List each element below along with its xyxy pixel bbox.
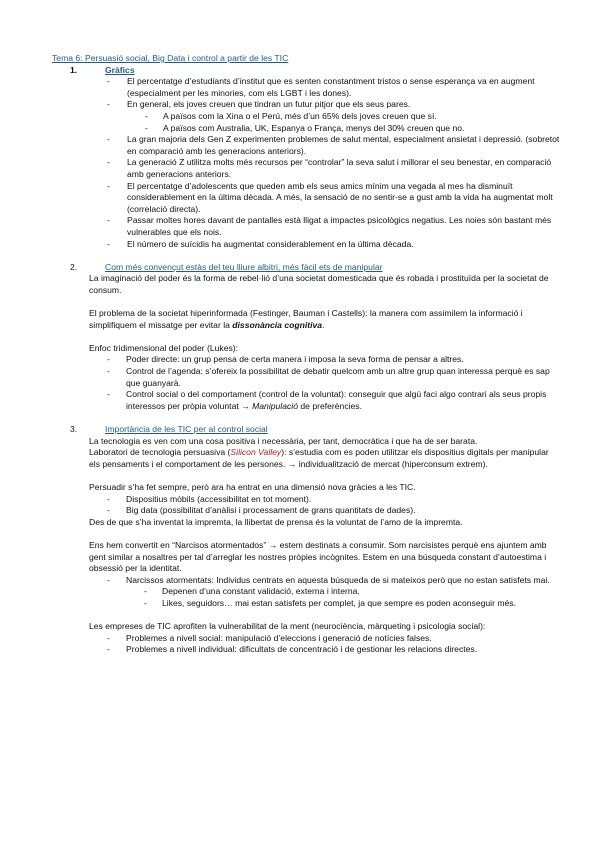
spacer bbox=[52, 412, 560, 424]
list-item-nested bbox=[89, 586, 560, 609]
section-title[interactable]: Importància de les TIC per al control social bbox=[105, 424, 268, 434]
list-item: - A països com Australia, UK, Espanya o França, menys del 30% creuen que no. bbox=[127, 123, 560, 135]
list-item: - El número de suïcidis ha augmentat considerablement en la última dècada. bbox=[52, 239, 560, 251]
list-item: - Big data (possibilitat d’anàlisi i processament de grans quantitats de dades). bbox=[89, 505, 560, 517]
spacer bbox=[89, 610, 560, 622]
highlight-text: Silicon Valley bbox=[230, 447, 282, 458]
list-item: - Likes, seguidors… mai estan satisfets per complet, ja que sempre es poden aconseguir més. bbox=[126, 598, 560, 610]
spacer bbox=[52, 250, 560, 262]
list-item: - Poder directe: un grup pensa de certa manera i imposa la seva forma de pensar a altres. bbox=[89, 354, 560, 366]
emphasis-text: Manipulació bbox=[252, 400, 298, 411]
list-item: - La gran majoria dels Gen Z experimenten problemes de salut mental, especialment ansietat i depressió. (sobretot en comparació amb les generacions anteriors). bbox=[52, 134, 560, 157]
paragraph: Des de que s’ha inventat la impremta, la llibertat de prensa és la voluntat de l’amo de la impremta. bbox=[89, 516, 463, 527]
bullet-list bbox=[52, 76, 560, 250]
section-ict-importance bbox=[52, 424, 560, 656]
doc-title[interactable] bbox=[52, 53, 560, 65]
list-item: - Control de l’agenda: s’ofereix la possibilitat de debatir quelcom amb un altre grup quan interessa perquè es sap que guanyarà. bbox=[89, 366, 560, 389]
bullet-list bbox=[89, 494, 560, 517]
text: de preferències. bbox=[297, 400, 362, 411]
spacer bbox=[89, 331, 560, 343]
paragraph: Persuadir s’ha fet sempre, però ara ha entrat en una dimensió nova gràcies a les TIC. bbox=[89, 481, 416, 492]
list-item: - En general, els joves creuen que tindran un futur pitjor que els seus pares. bbox=[52, 99, 560, 111]
spacer bbox=[89, 470, 560, 482]
section-heading bbox=[52, 424, 560, 436]
paragraph: Enfoc tridimensional del poder (Lukes): bbox=[89, 342, 239, 353]
section-title[interactable]: Gràfics bbox=[105, 64, 135, 75]
paragraph: La tecnologia es ven com una cosa positiva i necessària, per tant, democràtica i que ha de ser barata. bbox=[89, 435, 478, 446]
list-item: - Problemes a nivell individual: dificultats de concentració i de gestionar les relacions directes. bbox=[89, 644, 560, 656]
list-item: - El percentatge d’estudiants d’institut que es senten constantment tristos o sense esperança va en augment (especialment per les minories, com els LGBT i les dones). bbox=[52, 76, 560, 99]
text: Control social o del comportament (control de la voluntat): conseguir que algú faci algo contrari als seus propis interessos per pròpia voluntat → bbox=[126, 389, 547, 411]
list-item bbox=[89, 389, 560, 412]
list-item-nested bbox=[52, 111, 560, 134]
text: . bbox=[322, 319, 325, 330]
list-item: - Problemes a nivell social: manipulació d’eleccions i generació de notícies falses. bbox=[89, 633, 560, 645]
paragraph bbox=[89, 308, 560, 331]
section-number: 2. bbox=[70, 261, 78, 272]
section-graphics bbox=[52, 65, 560, 251]
paragraph: Les empreses de TIC aprofiten la vulnerabilitat de la ment (neurociència, màrqueting i psicologia social): bbox=[89, 621, 486, 632]
spacer bbox=[89, 528, 560, 540]
text: ): s’estudia com es poden utilitzar els dispositius digitals per manipular els pensaments i el comportament de les persones. → individualització de mercat (hiperconsum extrem). bbox=[89, 447, 549, 469]
list-item: - El percentatge d’adolescents que queden amb els seus amics mínim una vegada al mes ha disminuït considerablement en la última dècada. A més, la sensació de no sentir-se a gust amb la vida ha augmentat molt (correlació directa). bbox=[52, 181, 560, 216]
section-title[interactable]: Com més convençut estàs del teu lliure albitri, més fàcil ets de manipular bbox=[105, 261, 383, 272]
nested-list bbox=[89, 586, 560, 609]
bullet-list bbox=[89, 633, 560, 656]
text: Laboratori de tecnologia persuasiva ( bbox=[89, 447, 231, 458]
paragraph bbox=[89, 447, 560, 470]
list-item: - La generació Z utilitza molts més recursos per “controlar” la seva salut i millorar el seu benestar, en comparació amb generacions anteriors. bbox=[52, 157, 560, 180]
section-body bbox=[89, 273, 560, 412]
section-free-will bbox=[52, 262, 560, 413]
list-item: - Passar moltes hores davant de pantalles està lligat a impactes psicològics negatius. Les noies són bastant més vulnerables que els nois. bbox=[52, 215, 560, 238]
section-body bbox=[89, 436, 560, 656]
list-item: - Narcissos atormentats: Individus centrats en aquesta búsqueda de si mateixos però que no estan satisfets mai. bbox=[89, 575, 560, 587]
nested-list bbox=[52, 111, 560, 134]
list-item: - Depenen d’una constant validació, externa i interna. bbox=[126, 586, 560, 598]
section-number: 3. bbox=[70, 424, 78, 434]
spacer bbox=[89, 296, 560, 308]
bullet-list bbox=[89, 575, 560, 610]
paragraph: La imaginació del poder és la forma de rebel·lió d’una societat domesticada que és robada i prostituïda per la societat de consum. bbox=[89, 273, 549, 295]
section-number: 1. bbox=[70, 64, 78, 75]
section-heading bbox=[52, 262, 560, 274]
bullet-list bbox=[89, 354, 560, 412]
paragraph: Ens hem convertit en “Narcisos atormentados” → estem destinats a consumir. Som narcisistes perquè ens ajuntem amb gent similar a nosaltres per tal d’arreglar les nostres pròpies incògnites. Estem en una búsqueda constant d’autoestima i obsessió per la identitat. bbox=[89, 539, 547, 574]
list-item: - A països com la Xina o el Perú, més d’un 65% dels joves creuen que sí. bbox=[127, 111, 560, 123]
text: El problema de la societat hiperinformada (Festinger, Bauman i Castells): la manera com assimilem la informació i simplifiquem el missatge per evitar la bbox=[89, 308, 523, 330]
section-heading bbox=[52, 65, 560, 77]
doc-title-link[interactable]: Tema 6: Persuasió social, Big Data i control a partir de les TIC bbox=[52, 53, 289, 63]
emphasis-text: dissonància cognitiva bbox=[232, 319, 323, 330]
list-item: - Dispositius mòbils (accessibilitat en tot moment). bbox=[89, 494, 560, 506]
